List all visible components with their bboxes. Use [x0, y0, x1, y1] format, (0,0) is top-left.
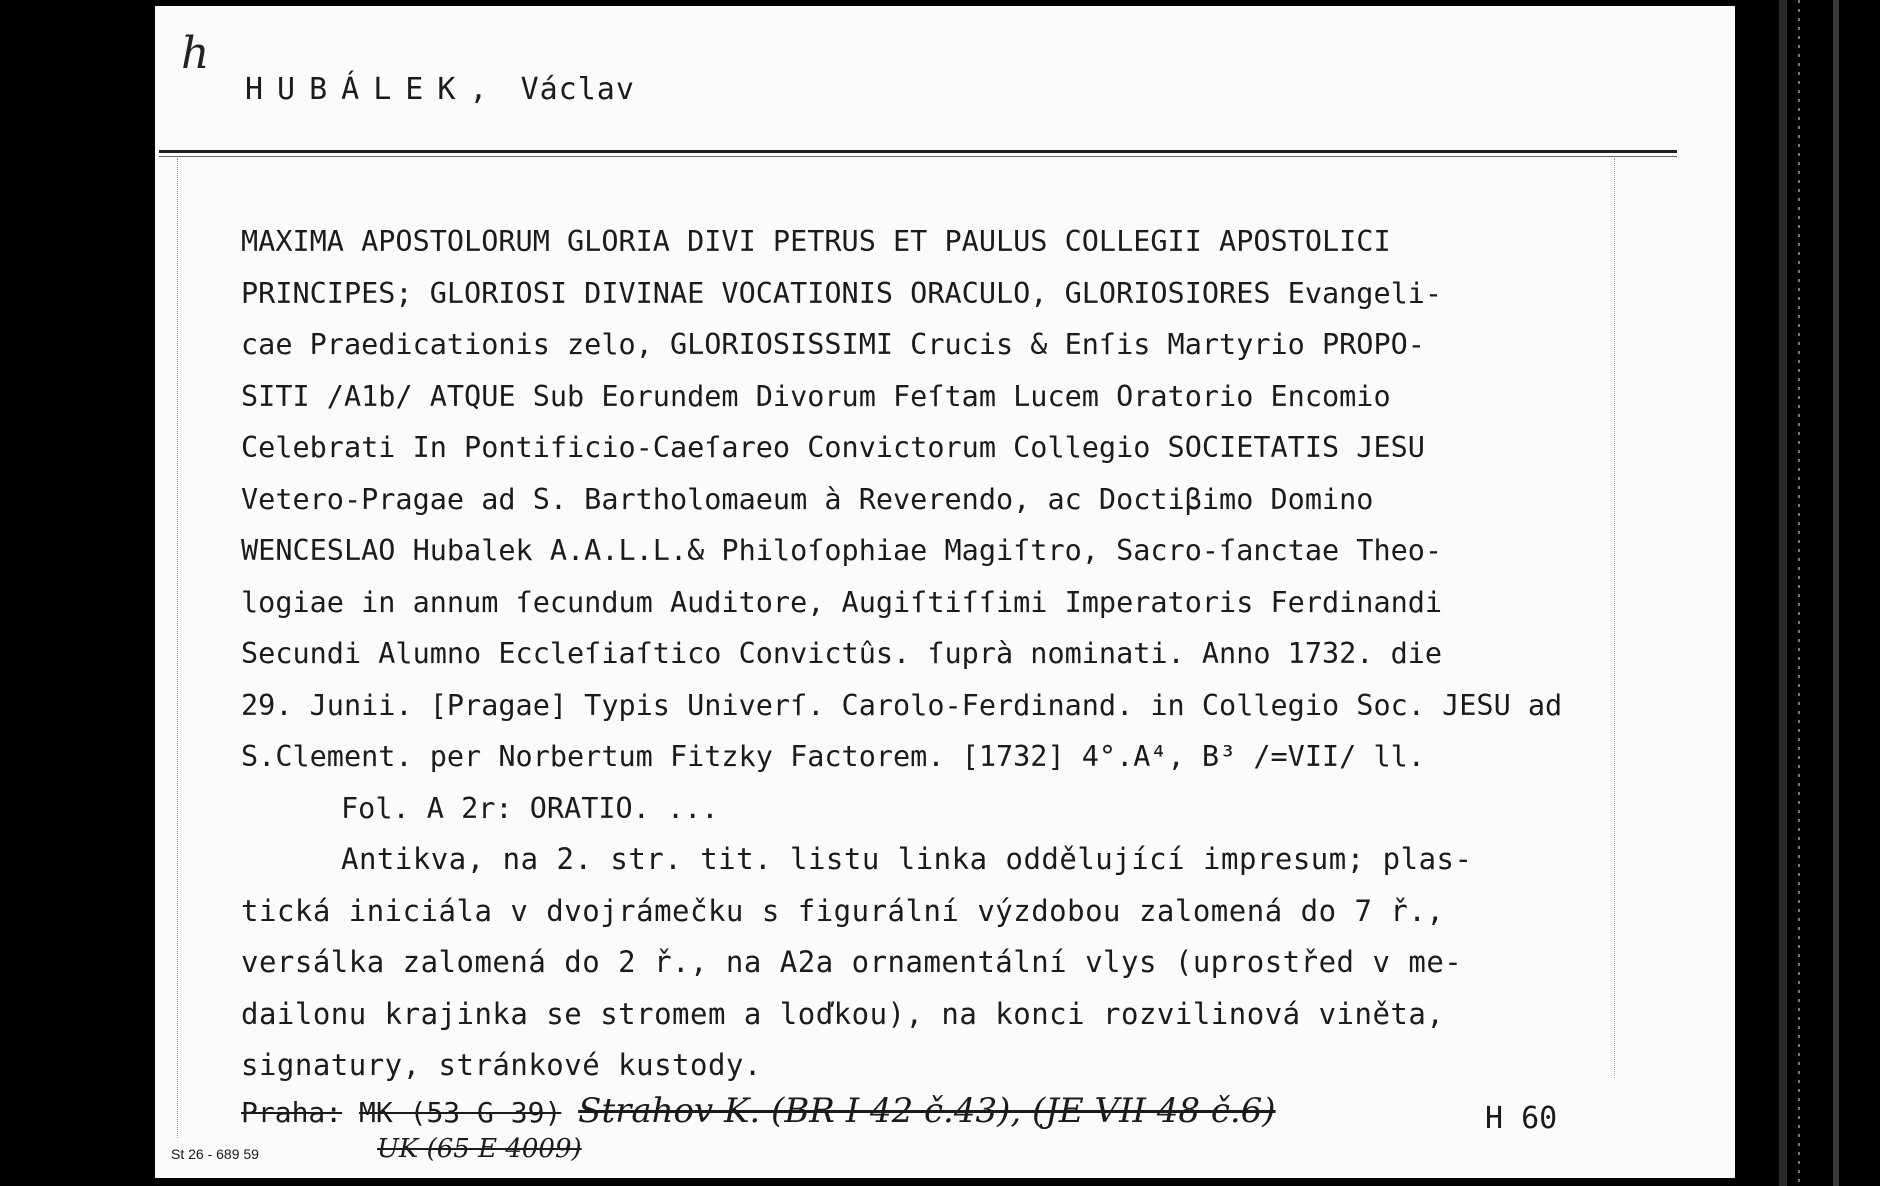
scan-edge — [1779, 0, 1787, 1186]
location: Praha: — [241, 1096, 343, 1129]
holdings-line — [241, 1091, 1276, 1131]
imprint-line: S.Clement. per Norbertum Fitzky Factorem. [1732] 4°.A⁴, B³ /=VII/ ll. — [241, 740, 1425, 773]
heading-rule — [159, 150, 1677, 153]
title-line: WENCESLAO Hubalek A.A.L.L.& Philoſophiae Magiſtro, Sacro-ſanctae Theo- — [241, 534, 1443, 567]
catalog-card — [155, 6, 1735, 1178]
scan-border — [1798, 0, 1800, 1186]
title-line: Celebrati In Pontificio-Caeſareo Convictorum Collegio SOCIETATIS JESU — [241, 431, 1425, 464]
imprint-line: 29. Junii. [Pragae] Typis Univerſ. Carolo-Ferdinand. in Collegio Soc. JESU ad — [241, 688, 1563, 722]
physical-description: tická iniciála v dvojrámečku s figurální výzdobou zalomená do 7 ř., — [241, 893, 1445, 928]
handwritten-holdings: Strahov K. (BR I 42 č.43), (JE VII 48 č.6) — [578, 1091, 1276, 1131]
title-line: logiae in annum ſecundum Auditore, Augiſtiſſimi Imperatoris Ferdinandi — [241, 585, 1443, 619]
old-call-number: MK (53 G 39) — [359, 1096, 562, 1129]
handwritten-initial: h — [181, 28, 210, 79]
physical-description: signatury, stránkové kustody. — [241, 1048, 762, 1082]
surname: HUBÁLEK, — [245, 72, 502, 107]
title-line: Vetero-Pragae ad S. Bartholomaeum à Reverendo, ac Doctiβimo Domino — [241, 482, 1374, 516]
title-line: MAXIMA APOSTOLORUM GLORIA DIVI PETRUS ET PAULUS COLLEGII APOSTOLICI — [241, 225, 1391, 258]
folio-note: Fol. A 2r: ORATIO. ... — [341, 791, 719, 825]
bibliographic-description — [241, 216, 1641, 1092]
physical-description: versálka zalomená do 2 ř., na A2a ornamentální vlys (uprostřed v me- — [241, 945, 1463, 979]
print-code: St 26 - 689 59 — [171, 1146, 259, 1162]
title-line: SITI /A1b/ ATQUE Sub Eorundem Divorum Feſtam Lucem Oratorio Encomio — [241, 379, 1391, 413]
card-heading — [245, 72, 635, 107]
physical-description: dailonu krajinka se stromem a loďkou), na konci rozvilinová viněta, — [241, 996, 1445, 1031]
old-call-number: UK (65 E 4009) — [377, 1134, 582, 1164]
title-line: Secundi Alumno Eccleſiaſtico Convictûs. ſuprà nominati. Anno 1732. die — [241, 637, 1443, 670]
given-name: Václav — [520, 72, 635, 107]
scan-edge — [1833, 0, 1839, 1186]
margin-line — [177, 158, 178, 1138]
title-line: PRINCIPES; GLORIOSI DIVINAE VOCATIONIS ORACULO, GLORIOSIORES Evangeli- — [241, 276, 1443, 310]
title-line: cae Praedicationis zelo, GLORIOSISSIMI Crucis & Enſis Martyrio PROPO- — [241, 328, 1425, 361]
heading-rule — [159, 156, 1677, 157]
shelfmark: H 60 — [1485, 1101, 1558, 1136]
physical-description: Antikva, na 2. str. tit. listu linka oddělující impresum; plas- — [341, 842, 1473, 876]
